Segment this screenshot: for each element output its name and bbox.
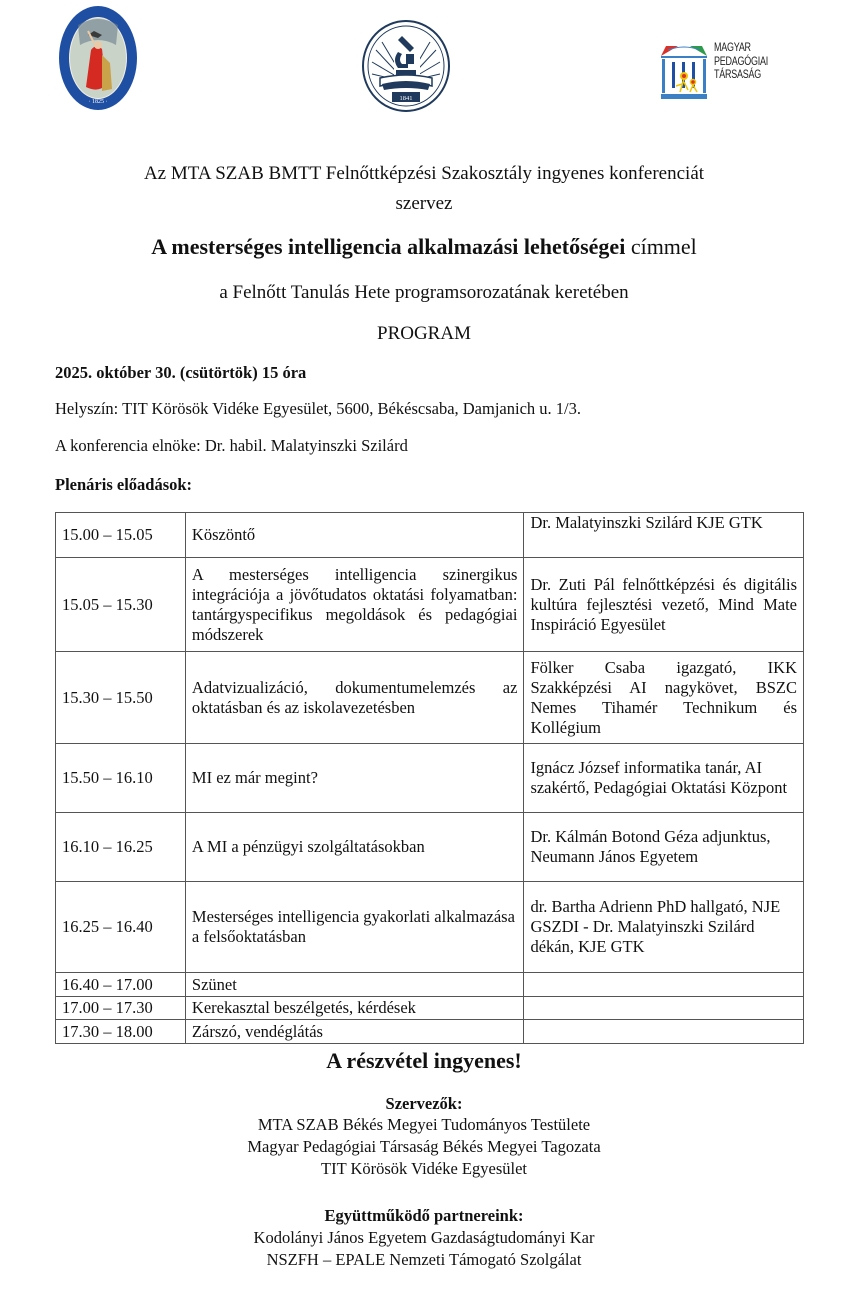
schedule-speaker <box>524 997 804 1020</box>
schedule-row <box>56 558 804 652</box>
mpt-line3: TÁRSASÁG <box>714 69 761 81</box>
schedule-topic: Adatvizualizáció, dokumentumelemzés az oktatásban és az iskolavezetésben <box>185 652 524 744</box>
schedule-speaker <box>524 1020 804 1044</box>
schedule-topic: MI ez már megint? <box>185 744 524 813</box>
mta-year: · 1825 · <box>88 99 108 105</box>
schedule-topic: A MI a pénzügyi szolgáltatásokban <box>185 813 524 882</box>
conference-title <box>0 232 848 262</box>
mpt-logo <box>658 42 778 102</box>
mpt-line2: PEDAGÓGIAI <box>714 55 768 68</box>
mta-seal-icon <box>58 5 138 111</box>
conference-subtitle: a Felnőtt Tanulás Hete programsorozatának keretében <box>219 282 629 303</box>
intro-line-2: szervez <box>395 193 453 214</box>
schedule-row <box>56 997 804 1020</box>
conference-chair: A konferencia elnöke: Dr. habil. Malatyinszki Szilárd <box>55 436 408 455</box>
mta-logo <box>58 5 138 111</box>
schedule-speaker: Dr. Zuti Pál felnőttképzési és digitális kultúra fejlesztési vezető, Mind Mate Inspiráció Egyesület <box>524 558 804 652</box>
mpt-logo-text <box>714 42 768 83</box>
schedule-time: 15.50 – 16.10 <box>56 744 186 813</box>
microscope-seal-icon <box>362 20 450 112</box>
schedule-table <box>55 512 804 1044</box>
szab-logo <box>362 20 450 112</box>
plenary-heading: Plenáris előadások: <box>55 475 193 494</box>
conference-title-suffix: címmel <box>625 234 697 259</box>
schedule-speaker: Dr. Malatyinszki Szilárd KJE GTK <box>524 513 804 558</box>
schedule-topic: A mesterséges intelligencia szinergikus integrációja a jövőtudatos oktatási folyamatban: tantárgyspecifikus megoldások és pedagógiai módszerek <box>185 558 524 652</box>
schedule-speaker: dr. Bartha Adrienn PhD hallgató, NJE GSZDI - Dr. Malatyinszki Szilárd dékán, KJE GTK <box>524 882 804 973</box>
schedule-speaker: Fölker Csaba igazgató, IKK Szakképzési AI nagykövet, BSZC Nemes Tihamér Technikum és Kollégium <box>524 652 804 744</box>
schedule-row <box>56 882 804 973</box>
organizer-item: MTA SZAB Békés Megyei Tudományos Testülete <box>257 1115 591 1134</box>
conference-title-bold: A mesterséges intelligencia alkalmazási lehetőségei <box>151 234 626 259</box>
schedule-row <box>56 513 804 558</box>
partners-heading: Együttműködő partnereink: <box>324 1206 524 1225</box>
organizer-item: TIT Körösök Vidéke Egyesület <box>321 1159 527 1178</box>
temple-icon <box>658 42 710 102</box>
program-heading: PROGRAM <box>377 323 471 344</box>
intro-line-1: Az MTA SZAB BMTT Felnőttképzési Szakosztály ingyenes konferenciát <box>143 163 705 184</box>
schedule-row <box>56 744 804 813</box>
schedule-topic: Mesterséges intelligencia gyakorlati alkalmazása a felsőoktatásban <box>185 882 524 973</box>
event-date: 2025. október 30. (csütörtök) 15 óra <box>55 363 307 382</box>
mpt-line1: MAGYAR <box>714 42 751 54</box>
szab-year: 1841 <box>399 95 413 102</box>
schedule-topic: Kerekasztal beszélgetés, kérdések <box>185 997 524 1020</box>
schedule-speaker: Dr. Kálmán Botond Géza adjunktus, Neumann János Egyetem <box>524 813 804 882</box>
free-participation-notice: A részvétel ingyenes! <box>326 1048 522 1073</box>
schedule-time: 16.40 – 17.00 <box>56 973 186 997</box>
organizers-heading: Szervezők: <box>385 1094 463 1113</box>
schedule-row <box>56 813 804 882</box>
schedule-speaker: Ignácz József informatika tanár, AI szakértő, Pedagógiai Oktatási Központ <box>524 744 804 813</box>
schedule-topic: Szünet <box>185 973 524 997</box>
schedule-time: 16.10 – 16.25 <box>56 813 186 882</box>
organizer-item: Magyar Pedagógiai Társaság Békés Megyei Tagozata <box>247 1137 601 1156</box>
schedule-time: 17.30 – 18.00 <box>56 1020 186 1044</box>
schedule-speaker <box>524 973 804 997</box>
schedule-row <box>56 652 804 744</box>
partner-item: NSZFH – EPALE Nemzeti Támogató Szolgálat <box>266 1250 582 1269</box>
schedule-topic: Köszöntő <box>185 513 524 558</box>
partner-item: Kodolányi János Egyetem Gazdaságtudományi Kar <box>253 1228 595 1247</box>
schedule-time: 15.30 – 15.50 <box>56 652 186 744</box>
schedule-topic: Zárszó, vendéglátás <box>185 1020 524 1044</box>
schedule-row <box>56 1020 804 1044</box>
schedule-time: 15.00 – 15.05 <box>56 513 186 558</box>
schedule-time: 15.05 – 15.30 <box>56 558 186 652</box>
schedule-time: 17.00 – 17.30 <box>56 997 186 1020</box>
schedule-row <box>56 973 804 997</box>
schedule-time: 16.25 – 16.40 <box>56 882 186 973</box>
event-venue: Helyszín: TIT Körösök Vidéke Egyesület, 5600, Békéscsaba, Damjanich u. 1/3. <box>55 399 581 418</box>
